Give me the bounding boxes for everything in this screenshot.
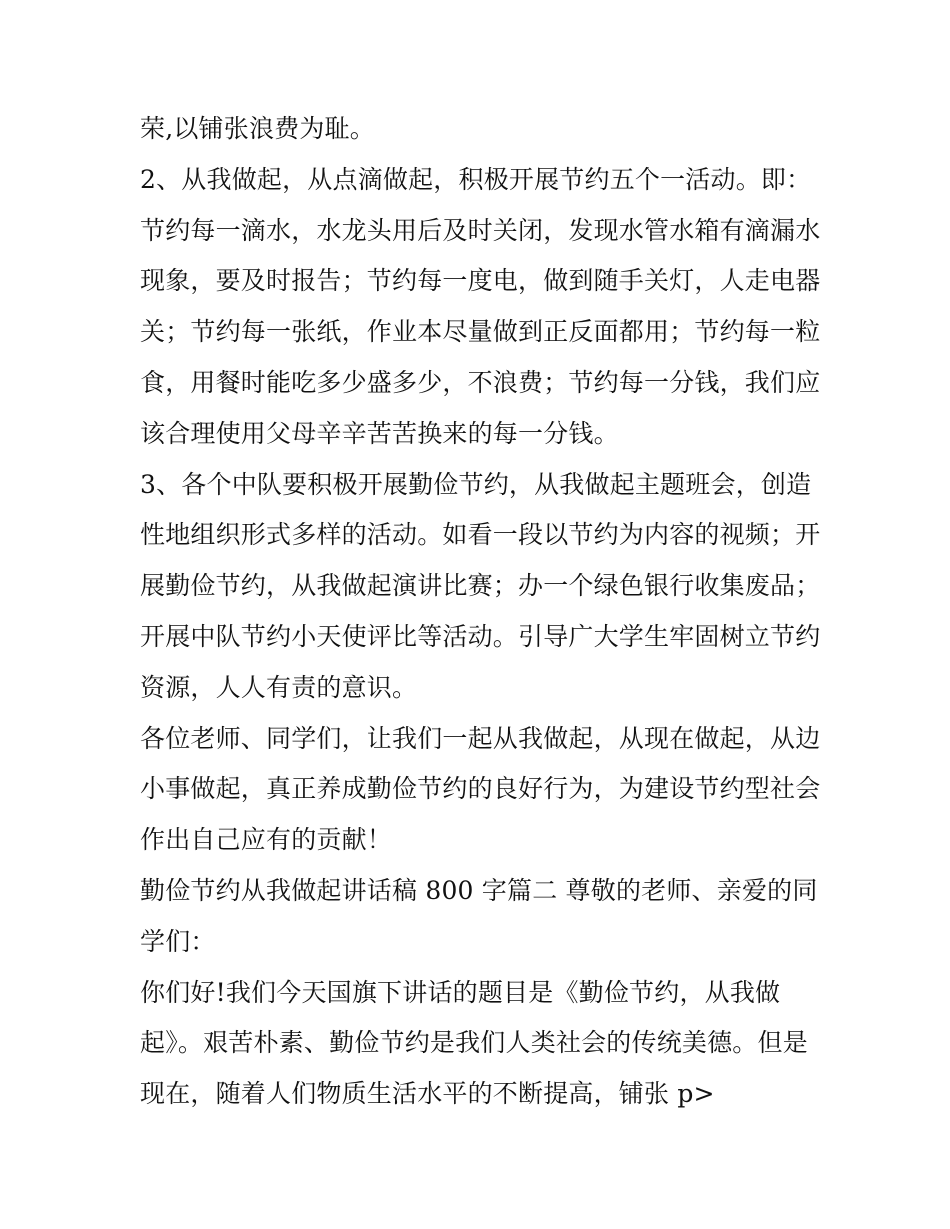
- text-line: 性地组织形式多样的活动。如看一段以节约为内容的视频；开: [140, 520, 821, 550]
- text-line: 起》。艰苦朴素、勤俭节约是我们人类社会的传统美德。但是: [140, 1028, 808, 1058]
- text-line: 该合理使用父母辛辛苦苦换来的每一分钱。: [140, 418, 619, 448]
- text-line: 现在，随着人们物质生活水平的不断提高，铺张 p>: [140, 1079, 715, 1109]
- text-line: 资源，人人有责的意识。: [140, 672, 418, 702]
- text-line: 开展中队节约小天使评比等活动。引导广大学生牢固树立节约: [140, 621, 821, 651]
- text-line: 展勤俭节约，从我做起演讲比赛；办一个绿色银行收集废品；: [140, 571, 821, 601]
- text-line: 2、从我做起，从点滴做起，积极开展节约五个一活动。即：: [140, 164, 812, 194]
- text-line: 食，用餐时能吃多少盛多少，不浪费；节约每一分钱，我们应: [140, 367, 821, 397]
- text-line: 各位老师、同学们，让我们一起从我做起，从现在做起，从边: [140, 723, 821, 753]
- text-line: 荣,以铺张浪费为耻。: [140, 114, 375, 143]
- text-line: 学们：: [140, 926, 216, 956]
- text-line: 小事做起，真正养成勤俭节约的良好行为，为建设节约型社会: [140, 774, 821, 804]
- text-line: 节约每一滴水，水龙头用后及时关闭，发现水管水箱有滴漏水: [140, 215, 821, 245]
- text-line: 你们好!我们今天国旗下讲话的题目是《勤俭节约，从我做: [140, 977, 781, 1007]
- text-line: 作出自己应有的贡献！: [140, 825, 393, 855]
- text-line: 现象，要及时报告；节约每一度电，做到随手关灯，人走电器: [140, 266, 821, 296]
- document-body: [140, 104, 830, 1120]
- text-line: 关；节约每一张纸，作业本尽量做到正反面都用；节约每一粒: [140, 317, 821, 347]
- text-line: 3、各个中队要积极开展勤俭节约，从我做起主题班会，创造: [140, 469, 812, 499]
- text-line: 勤俭节约从我做起讲话稿 800 字篇二 尊敬的老师、亲爱的同: [140, 875, 818, 905]
